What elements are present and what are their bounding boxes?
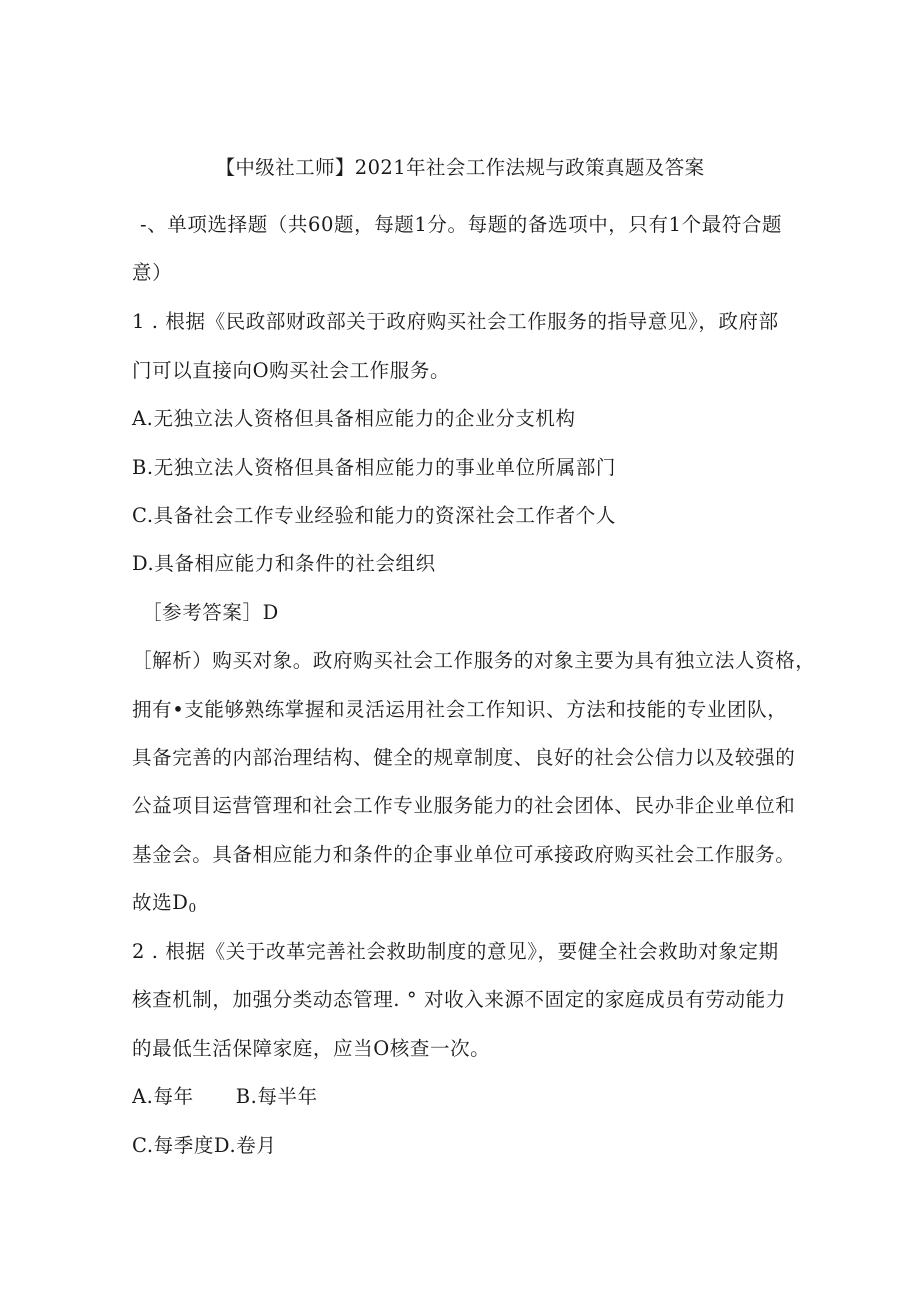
question-1-stem-line-1: 1 . 根据《民政部财政部关于政府购买社会工作服务的指导意见》，政府部 <box>132 310 779 333</box>
question-1-analysis-line-2: 拥有•支能够熟练掌握和灵活运用社会工作知识、方法和技能的专业团队， <box>132 698 788 721</box>
question-1-analysis-subscript: 0 <box>188 901 197 915</box>
question-2-option-a: A.每年 <box>132 1085 194 1108</box>
question-1-option-a: A.无独立法人资格但具备相应能力的企业分支机构 <box>132 407 576 430</box>
question-1-analysis-conclusion: 故选D <box>132 891 189 914</box>
question-1-answer: ［参考答案］D <box>142 601 279 624</box>
section-heading-line-2: 意） <box>132 261 173 284</box>
question-1-analysis-line-5: 基金会。具备相应能力和条件的企事业单位可承接政府购买社会工作服务。 <box>132 843 796 866</box>
question-1-analysis-line-3: 具备完善的内部治理结构、健全的规章制度、良好的社会公信力以及较强的 <box>132 746 796 769</box>
question-1-option-b: B.无独立法人资格但具备相应能力的事业单位所属部门 <box>132 456 617 479</box>
question-2-stem-line-3: 的最低生活保障家庭，应当O核查一次。 <box>132 1037 491 1060</box>
question-1-option-d: D.具备相应能力和条件的社会组织 <box>132 552 436 575</box>
section-heading-line-1: -、单项选择题（共60题，每题1分。每题的备选项中，只有1个最符合题 <box>140 213 783 236</box>
question-2-option-b: B.每半年 <box>235 1085 318 1108</box>
document-title: 【中级社工师】2021年社会工作法规与政策真题及答案 <box>215 156 705 179</box>
question-2-options-cd: C.每季度D.卷月 <box>132 1134 277 1157</box>
question-2-options-ab <box>132 1085 792 1109</box>
question-1-option-c: C.具备社会工作专业经验和能力的资深社会工作者个人 <box>132 504 616 527</box>
question-2-stem-line-1: 2 . 根据《关于改革完善社会救助制度的意见》，要健全社会救助对象定期 <box>132 940 779 963</box>
question-1-analysis-line-4: 公益项目运营管理和社会工作专业服务能力的社会团体、民办非企业单位和 <box>132 794 796 817</box>
question-1-analysis-line-6 <box>132 891 792 920</box>
question-1-stem-line-2: 门可以直接向O购买社会工作服务。 <box>132 359 451 382</box>
question-1-analysis-line-1: ［解析）购买对象。政府购买社会工作服务的对象主要为具有独立法人资格， <box>132 649 816 672</box>
question-2-stem-line-2: 核查机制，加强分类动态管理. ° 对收入来源不固定的家庭成员有劳动能力 <box>132 988 786 1011</box>
